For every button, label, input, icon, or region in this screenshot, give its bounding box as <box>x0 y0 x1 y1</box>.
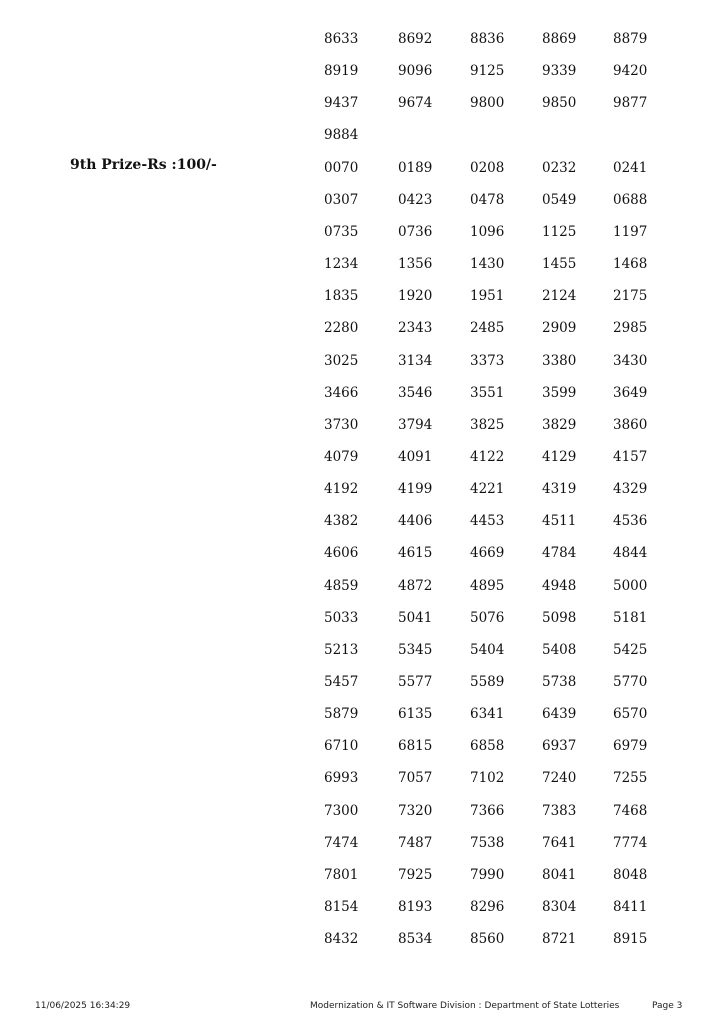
ticket-number: 7383 <box>542 802 577 819</box>
number-row <box>324 319 684 351</box>
ticket-number: 4895 <box>470 577 505 594</box>
ticket-number: 8296 <box>470 899 505 915</box>
ticket-number: 4669 <box>470 545 505 562</box>
number-row <box>324 834 684 866</box>
ticket-number: 2985 <box>613 320 648 337</box>
ticket-number: 4329 <box>613 481 648 498</box>
ticket-number: 5098 <box>542 609 577 626</box>
ticket-number: 9800 <box>470 95 505 112</box>
ticket-number: 7538 <box>470 834 505 851</box>
ticket-number: 1951 <box>470 288 505 305</box>
ticket-number: 3546 <box>398 384 433 401</box>
number-row <box>324 930 684 962</box>
footer-division: Modernization & IT Software Division : Department of State Lotteries <box>310 1001 620 1011</box>
ticket-number: 3380 <box>542 352 577 369</box>
footer-page-number: Page 3 <box>652 1001 683 1011</box>
ticket-number: 8560 <box>470 931 505 948</box>
number-row <box>324 62 684 94</box>
ticket-number: 8919 <box>324 63 359 80</box>
number-row <box>324 255 684 287</box>
ticket-number: 5589 <box>470 674 505 690</box>
ticket-number: 1455 <box>542 256 577 272</box>
ticket-number: 4453 <box>470 513 505 530</box>
ticket-number: 1125 <box>542 223 577 240</box>
ticket-number: 5213 <box>324 641 359 658</box>
ticket-number: 7300 <box>324 802 359 819</box>
number-row <box>324 159 684 191</box>
ticket-number: 0241 <box>613 159 648 176</box>
ticket-number: 4129 <box>542 448 577 465</box>
ticket-number: 9877 <box>613 95 648 112</box>
ticket-number: 4091 <box>398 448 433 465</box>
ticket-number: 9437 <box>324 95 359 112</box>
ticket-number: 3373 <box>470 352 505 369</box>
ticket-number: 3730 <box>324 416 359 433</box>
ticket-number: 0549 <box>542 191 577 208</box>
ticket-number: 4221 <box>470 481 505 498</box>
ticket-number: 1356 <box>398 256 433 272</box>
ticket-number: 3829 <box>542 416 577 433</box>
ticket-number: 5076 <box>470 609 505 626</box>
ticket-number: 1430 <box>470 256 505 272</box>
ticket-number: 7774 <box>613 834 648 851</box>
ticket-number: 2485 <box>470 320 505 337</box>
number-row <box>324 641 684 673</box>
ticket-number: 1468 <box>613 256 648 272</box>
ticket-number: 4844 <box>613 545 648 562</box>
ticket-number: 5457 <box>324 674 359 690</box>
ticket-number: 2124 <box>542 288 577 305</box>
ticket-number: 7320 <box>398 802 433 819</box>
ticket-number: 5404 <box>470 641 505 658</box>
ticket-number: 5345 <box>398 641 433 658</box>
ticket-number: 8869 <box>542 31 577 47</box>
ticket-number: 0735 <box>324 223 359 240</box>
ticket-number: 8915 <box>613 931 648 948</box>
ticket-number: 4079 <box>324 448 359 465</box>
number-row <box>324 416 684 448</box>
ticket-number: 1835 <box>324 288 359 305</box>
ticket-number: 4606 <box>324 545 359 562</box>
number-row <box>324 287 684 319</box>
ticket-number: 4615 <box>398 545 433 562</box>
ticket-number: 3134 <box>398 352 433 369</box>
ticket-number: 9850 <box>542 95 577 112</box>
ticket-number: 6135 <box>398 706 433 723</box>
ticket-number: 5770 <box>613 674 648 690</box>
ticket-number: 7925 <box>398 866 433 883</box>
ticket-number: 6570 <box>613 706 648 723</box>
ticket-number: 4192 <box>324 481 359 498</box>
ticket-number: 8048 <box>613 866 648 883</box>
ticket-number: 8879 <box>613 31 648 47</box>
ticket-number: 9420 <box>613 63 648 80</box>
ticket-number: 4536 <box>613 513 648 530</box>
ticket-number: 4157 <box>613 448 648 465</box>
ticket-number: 2909 <box>542 320 577 337</box>
ticket-number: 0208 <box>470 159 505 176</box>
ticket-number: 3649 <box>613 384 648 401</box>
ticket-number: 8692 <box>398 31 433 47</box>
number-row <box>324 126 684 158</box>
ticket-number: 6993 <box>324 770 359 787</box>
number-row <box>324 802 684 834</box>
ticket-number: 3466 <box>324 384 359 401</box>
number-row <box>324 384 684 416</box>
number-row <box>324 673 684 705</box>
number-row <box>324 352 684 384</box>
number-row <box>324 30 684 62</box>
ticket-number: 1197 <box>613 223 648 240</box>
ticket-number: 0232 <box>542 159 577 176</box>
number-row <box>324 448 684 480</box>
ticket-number: 8721 <box>542 931 577 948</box>
ticket-number: 5181 <box>613 609 648 626</box>
ticket-number: 0423 <box>398 191 433 208</box>
ticket-number: 8411 <box>613 899 648 915</box>
number-row <box>324 577 684 609</box>
ticket-number: 7474 <box>324 834 359 851</box>
ticket-number: 6815 <box>398 738 433 755</box>
ticket-number: 4872 <box>398 577 433 594</box>
ticket-number: 8432 <box>324 931 359 948</box>
ticket-number: 5425 <box>613 641 648 658</box>
ticket-number: 0478 <box>470 191 505 208</box>
ticket-number: 9339 <box>542 63 577 80</box>
footer-timestamp: 11/06/2025 16:34:29 <box>35 1001 131 1011</box>
ticket-number: 7057 <box>398 770 433 787</box>
ticket-number: 3025 <box>324 352 359 369</box>
ticket-number: 8193 <box>398 899 433 915</box>
ticket-number: 4199 <box>398 481 433 498</box>
ticket-number: 0688 <box>613 191 648 208</box>
ticket-number: 7468 <box>613 802 648 819</box>
ticket-number: 5408 <box>542 641 577 658</box>
ticket-number: 7366 <box>470 802 505 819</box>
ticket-number: 7990 <box>470 866 505 883</box>
ticket-number: 0307 <box>324 191 359 208</box>
number-row <box>324 705 684 737</box>
number-row <box>324 94 684 126</box>
ticket-number: 8633 <box>324 31 359 47</box>
number-row <box>324 609 684 641</box>
ticket-number: 3551 <box>470 384 505 401</box>
ticket-number: 4406 <box>398 513 433 530</box>
number-row <box>324 480 684 512</box>
ticket-number: 4948 <box>542 577 577 594</box>
ticket-number: 6710 <box>324 738 359 755</box>
ticket-number: 6858 <box>470 738 505 755</box>
ticket-number: 9125 <box>470 63 505 80</box>
ticket-number: 1096 <box>470 223 505 240</box>
ticket-number: 7255 <box>613 770 648 787</box>
number-row <box>324 737 684 769</box>
ticket-number: 5033 <box>324 609 359 626</box>
ticket-number: 5738 <box>542 674 577 690</box>
ticket-number: 7102 <box>470 770 505 787</box>
number-row <box>324 769 684 801</box>
ticket-number: 3430 <box>613 352 648 369</box>
ticket-number: 3860 <box>613 416 648 433</box>
ticket-number: 9674 <box>398 95 433 112</box>
ticket-number: 1920 <box>398 288 433 305</box>
ticket-number: 4382 <box>324 513 359 530</box>
ticket-number: 3825 <box>470 416 505 433</box>
ticket-number: 2343 <box>398 320 433 337</box>
ticket-number: 6979 <box>613 738 648 755</box>
ticket-number: 0070 <box>324 159 359 176</box>
ninth-prize-heading: 9th Prize-Rs :100/- <box>70 157 217 173</box>
ticket-number: 8304 <box>542 899 577 915</box>
ticket-number: 3794 <box>398 416 433 433</box>
ticket-number: 5577 <box>398 674 433 690</box>
ticket-number: 8836 <box>470 31 505 47</box>
number-row <box>324 866 684 898</box>
ticket-number: 0189 <box>398 159 433 176</box>
ticket-number: 7641 <box>542 834 577 851</box>
number-row <box>324 512 684 544</box>
ticket-number: 4859 <box>324 577 359 594</box>
ticket-number: 8041 <box>542 866 577 883</box>
ticket-number: 4511 <box>542 513 577 530</box>
ticket-number: 9096 <box>398 63 433 80</box>
ticket-number: 7487 <box>398 834 433 851</box>
ticket-number: 4784 <box>542 545 577 562</box>
ticket-number: 6439 <box>542 706 577 723</box>
ticket-number: 2175 <box>613 288 648 305</box>
ticket-number: 4122 <box>470 448 505 465</box>
ticket-number: 0736 <box>398 223 433 240</box>
number-row <box>324 544 684 576</box>
number-row <box>324 223 684 255</box>
ticket-number: 3599 <box>542 384 577 401</box>
ticket-number: 5041 <box>398 609 433 626</box>
ticket-number: 2280 <box>324 320 359 337</box>
ticket-number: 6937 <box>542 738 577 755</box>
ticket-number: 9884 <box>324 127 359 144</box>
ticket-number: 8534 <box>398 931 433 948</box>
ticket-number: 8154 <box>324 899 359 915</box>
ticket-number: 5879 <box>324 706 359 723</box>
ticket-number: 6341 <box>470 706 505 723</box>
number-row <box>324 898 684 930</box>
ticket-number: 5000 <box>613 577 648 594</box>
ticket-number: 7240 <box>542 770 577 787</box>
ticket-number: 7801 <box>324 866 359 883</box>
ticket-number: 1234 <box>324 256 359 272</box>
number-row <box>324 191 684 223</box>
ticket-number: 4319 <box>542 481 577 498</box>
